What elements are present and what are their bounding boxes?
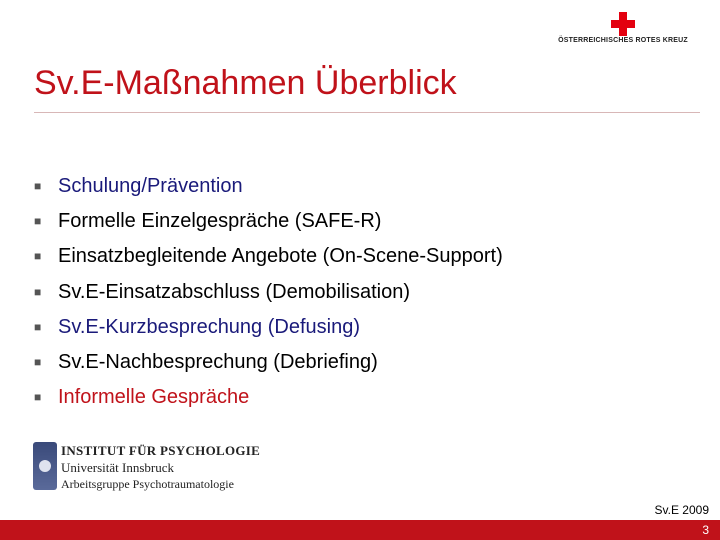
bullet-text: Informelle Gespräche: [58, 386, 250, 409]
university-seal-icon: [33, 442, 57, 490]
bullet-item: [34, 313, 503, 348]
bullet-item: [34, 242, 503, 277]
title-divider: [34, 112, 700, 113]
bullet-list: [34, 172, 503, 418]
square-bullet-icon: ■: [34, 214, 42, 229]
bullet-text: Schulung/Prävention: [58, 175, 243, 197]
bullet-text: Sv.E-Einsatzabschluss (Demobilisation): [58, 280, 410, 303]
logo-institute: INSTITUT FÜR PSYCHOLOGIE: [61, 443, 261, 458]
bullet-text: Einsatzbegleitende Angebote (On-Scene-Support): [58, 245, 503, 268]
square-bullet-icon: ■: [34, 249, 42, 264]
square-bullet-icon: ■: [34, 319, 42, 334]
square-bullet-icon: ■: [34, 284, 42, 299]
square-bullet-icon: ■: [34, 390, 42, 405]
bullet-item: [34, 383, 503, 418]
bullet-text: Sv.E-Nachbesprechung (Debriefing): [58, 350, 378, 373]
slide-title: Sv.E-Maßnahmen Überblick: [34, 64, 457, 102]
bullet-item: [34, 172, 503, 207]
footer-bar: [0, 520, 720, 540]
partner-logo: [33, 442, 261, 494]
footer-label: Sv.E 2009: [654, 503, 709, 517]
red-cross-icon: [611, 12, 635, 36]
bullet-item: [34, 348, 503, 383]
bullet-text: Sv.E-Kurzbesprechung (Defusing): [58, 315, 360, 338]
bullet-item: [34, 207, 503, 242]
square-bullet-icon: ■: [34, 354, 42, 369]
page-number: 3: [702, 523, 709, 537]
square-bullet-icon: ■: [34, 179, 42, 193]
bullet-item: [34, 278, 503, 313]
logo-workgroup: Arbeitsgruppe Psychotraumatologie: [61, 477, 234, 491]
org-name: ÖSTERREICHISCHES ROTES KREUZ: [558, 37, 688, 44]
bullet-text: Formelle Einzelgespräche (SAFE-R): [58, 210, 382, 233]
logo-university: Universität Innsbruck: [61, 460, 175, 475]
